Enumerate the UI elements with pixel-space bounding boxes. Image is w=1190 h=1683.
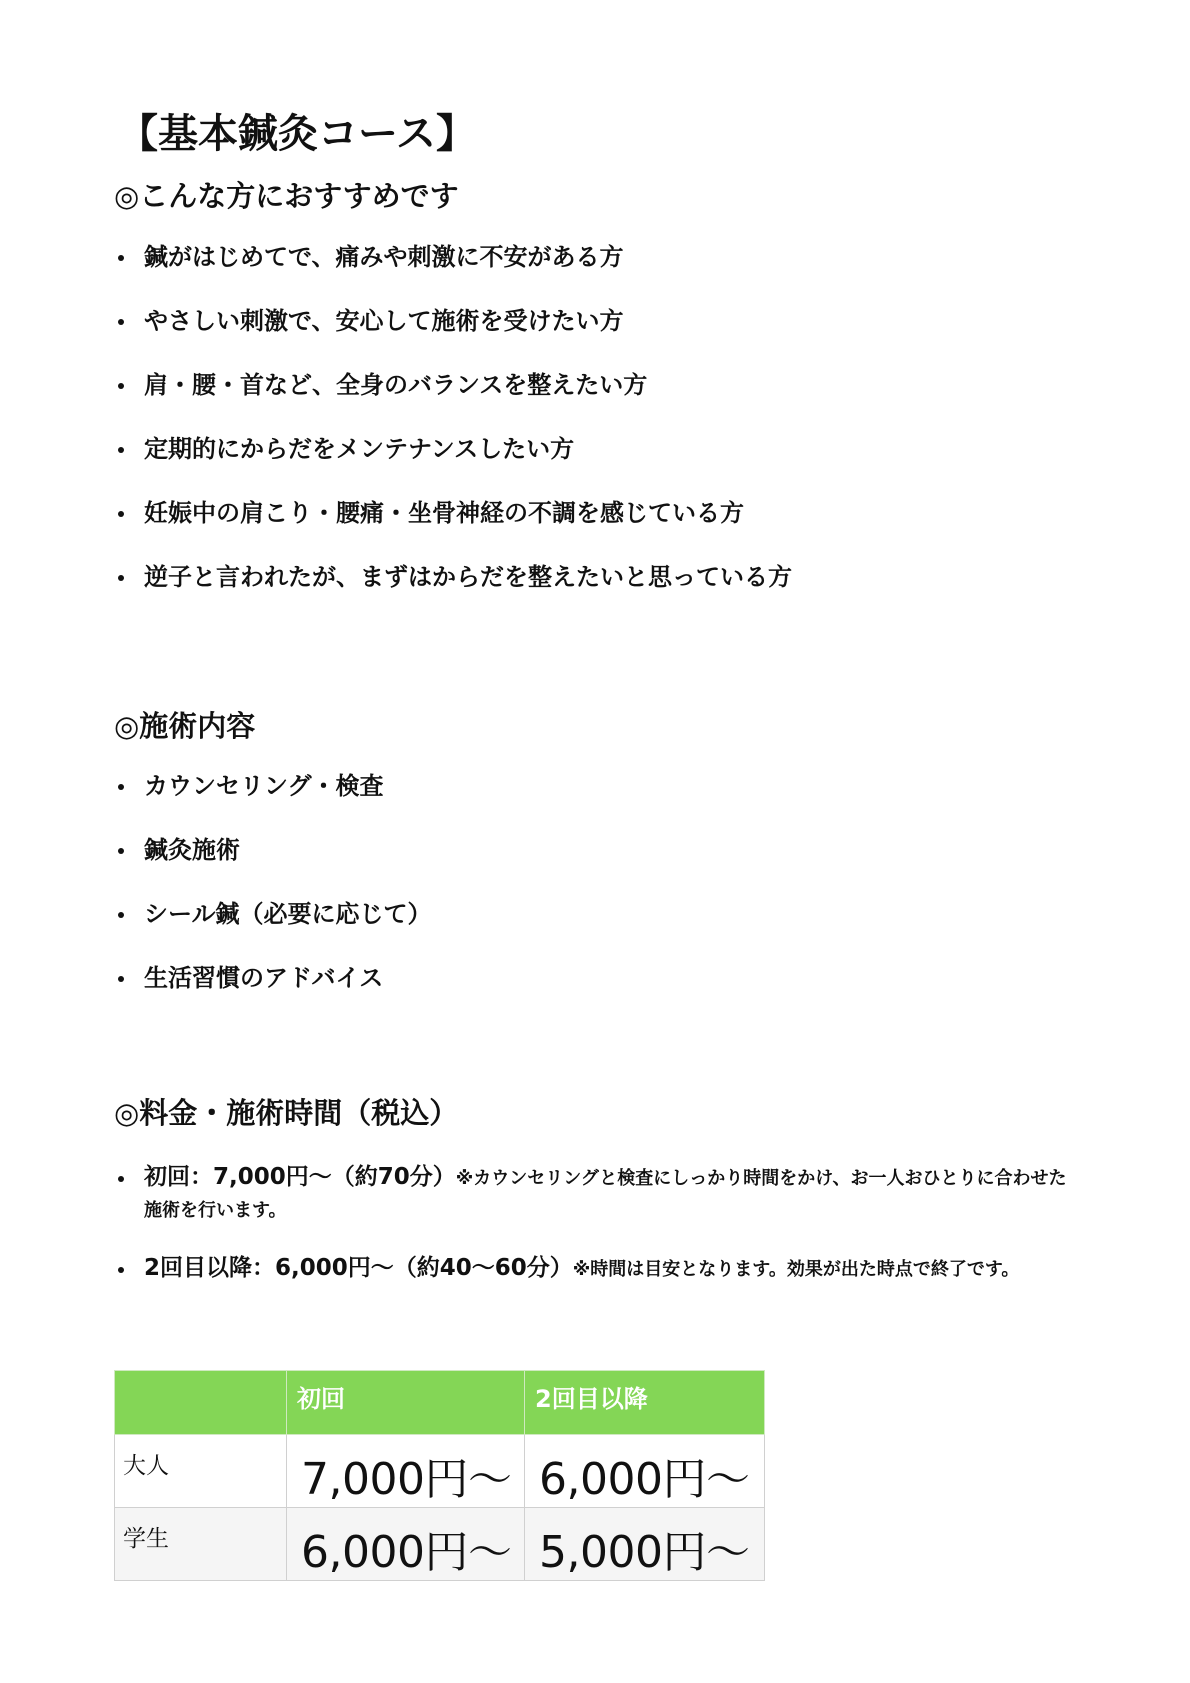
list-item: [118, 833, 432, 867]
list-item-text: 生活習慣のアドバイス: [144, 964, 384, 992]
pricing-heading: ◎料金・施術時間（税込）: [114, 1096, 459, 1130]
list-item: [118, 769, 432, 803]
list-item-text: やさしい刺激で、安心して施術を受けたい方: [144, 307, 624, 335]
bullet-icon: [118, 784, 124, 790]
list-item-text: 逆子と言われたが、まずはからだを整えたいと思っている方: [144, 563, 792, 591]
list-item-text: 肩・腰・首など、全身のバランスを整えたい方: [144, 371, 648, 399]
table-header-row: [115, 1371, 765, 1435]
table-header-cell: 2回目以降: [525, 1371, 765, 1435]
bullet-icon: [118, 447, 124, 453]
bullet-icon: [118, 1267, 124, 1273]
list-item: [118, 560, 792, 594]
list-item-text: カウンセリング・検査: [144, 772, 384, 800]
bullet-icon: [118, 912, 124, 918]
bullet-icon: [118, 511, 124, 517]
list-item: [118, 897, 432, 931]
bullet-icon: [118, 575, 124, 581]
price-cell: 6,000円〜: [287, 1508, 525, 1581]
list-item-text: 鍼がはじめてで、痛みや刺激に不安がある方: [144, 243, 624, 271]
content-heading: ◎施術内容: [114, 709, 256, 743]
bullet-icon: [118, 319, 124, 325]
table-row: [115, 1435, 765, 1508]
bullet-icon: [118, 976, 124, 982]
bullet-icon: [118, 848, 124, 854]
price-cell: 5,000円〜: [525, 1508, 765, 1581]
page-title: 【基本鍼灸コース】: [118, 111, 476, 157]
list-item: [118, 496, 792, 530]
list-item: [118, 240, 792, 274]
row-label: 学生: [115, 1508, 287, 1581]
bullet-icon: [118, 383, 124, 389]
bullet-icon: [118, 1176, 124, 1182]
price-main-text: 2回目以降：6,000円〜（約40〜60分）: [144, 1255, 573, 1281]
table-header-cell: [115, 1371, 287, 1435]
price-note-text: ※時間は目安となります。効果が出た時点で終了です。: [572, 1259, 1020, 1280]
price-main-text: 初回：7,000円〜（約70分）: [144, 1164, 456, 1190]
list-item-text: 鍼灸施術: [144, 836, 240, 864]
price-cell: 7,000円〜: [287, 1435, 525, 1508]
content-list: [118, 769, 432, 1025]
list-item: [118, 432, 792, 466]
list-item-text: シール鍼（必要に応じて）: [144, 900, 432, 928]
table-header-cell: 初回: [287, 1371, 525, 1435]
list-item-text: 妊娠中の肩こり・腰痛・坐骨神経の不調を感じている方: [144, 499, 744, 527]
row-label: 大人: [115, 1435, 287, 1508]
price-item-later: [118, 1252, 1078, 1286]
table-row: [115, 1508, 765, 1581]
price-table: [114, 1370, 765, 1581]
price-note-text: ※カウンセリングと検査にしっかり時間をかけ、お一人おひとりに合わせた施術を行います。: [144, 1168, 1067, 1221]
list-item-text: 定期的にからだをメンテナンスしたい方: [144, 435, 575, 463]
recommend-list: [118, 240, 792, 624]
list-item: [118, 304, 792, 338]
list-item: [118, 368, 792, 402]
recommend-heading: ◎こんな方におすすめです: [114, 179, 459, 213]
bullet-icon: [118, 255, 124, 261]
price-cell: 6,000円〜: [525, 1435, 765, 1508]
price-item-first: [118, 1161, 1078, 1227]
list-item: [118, 961, 432, 995]
